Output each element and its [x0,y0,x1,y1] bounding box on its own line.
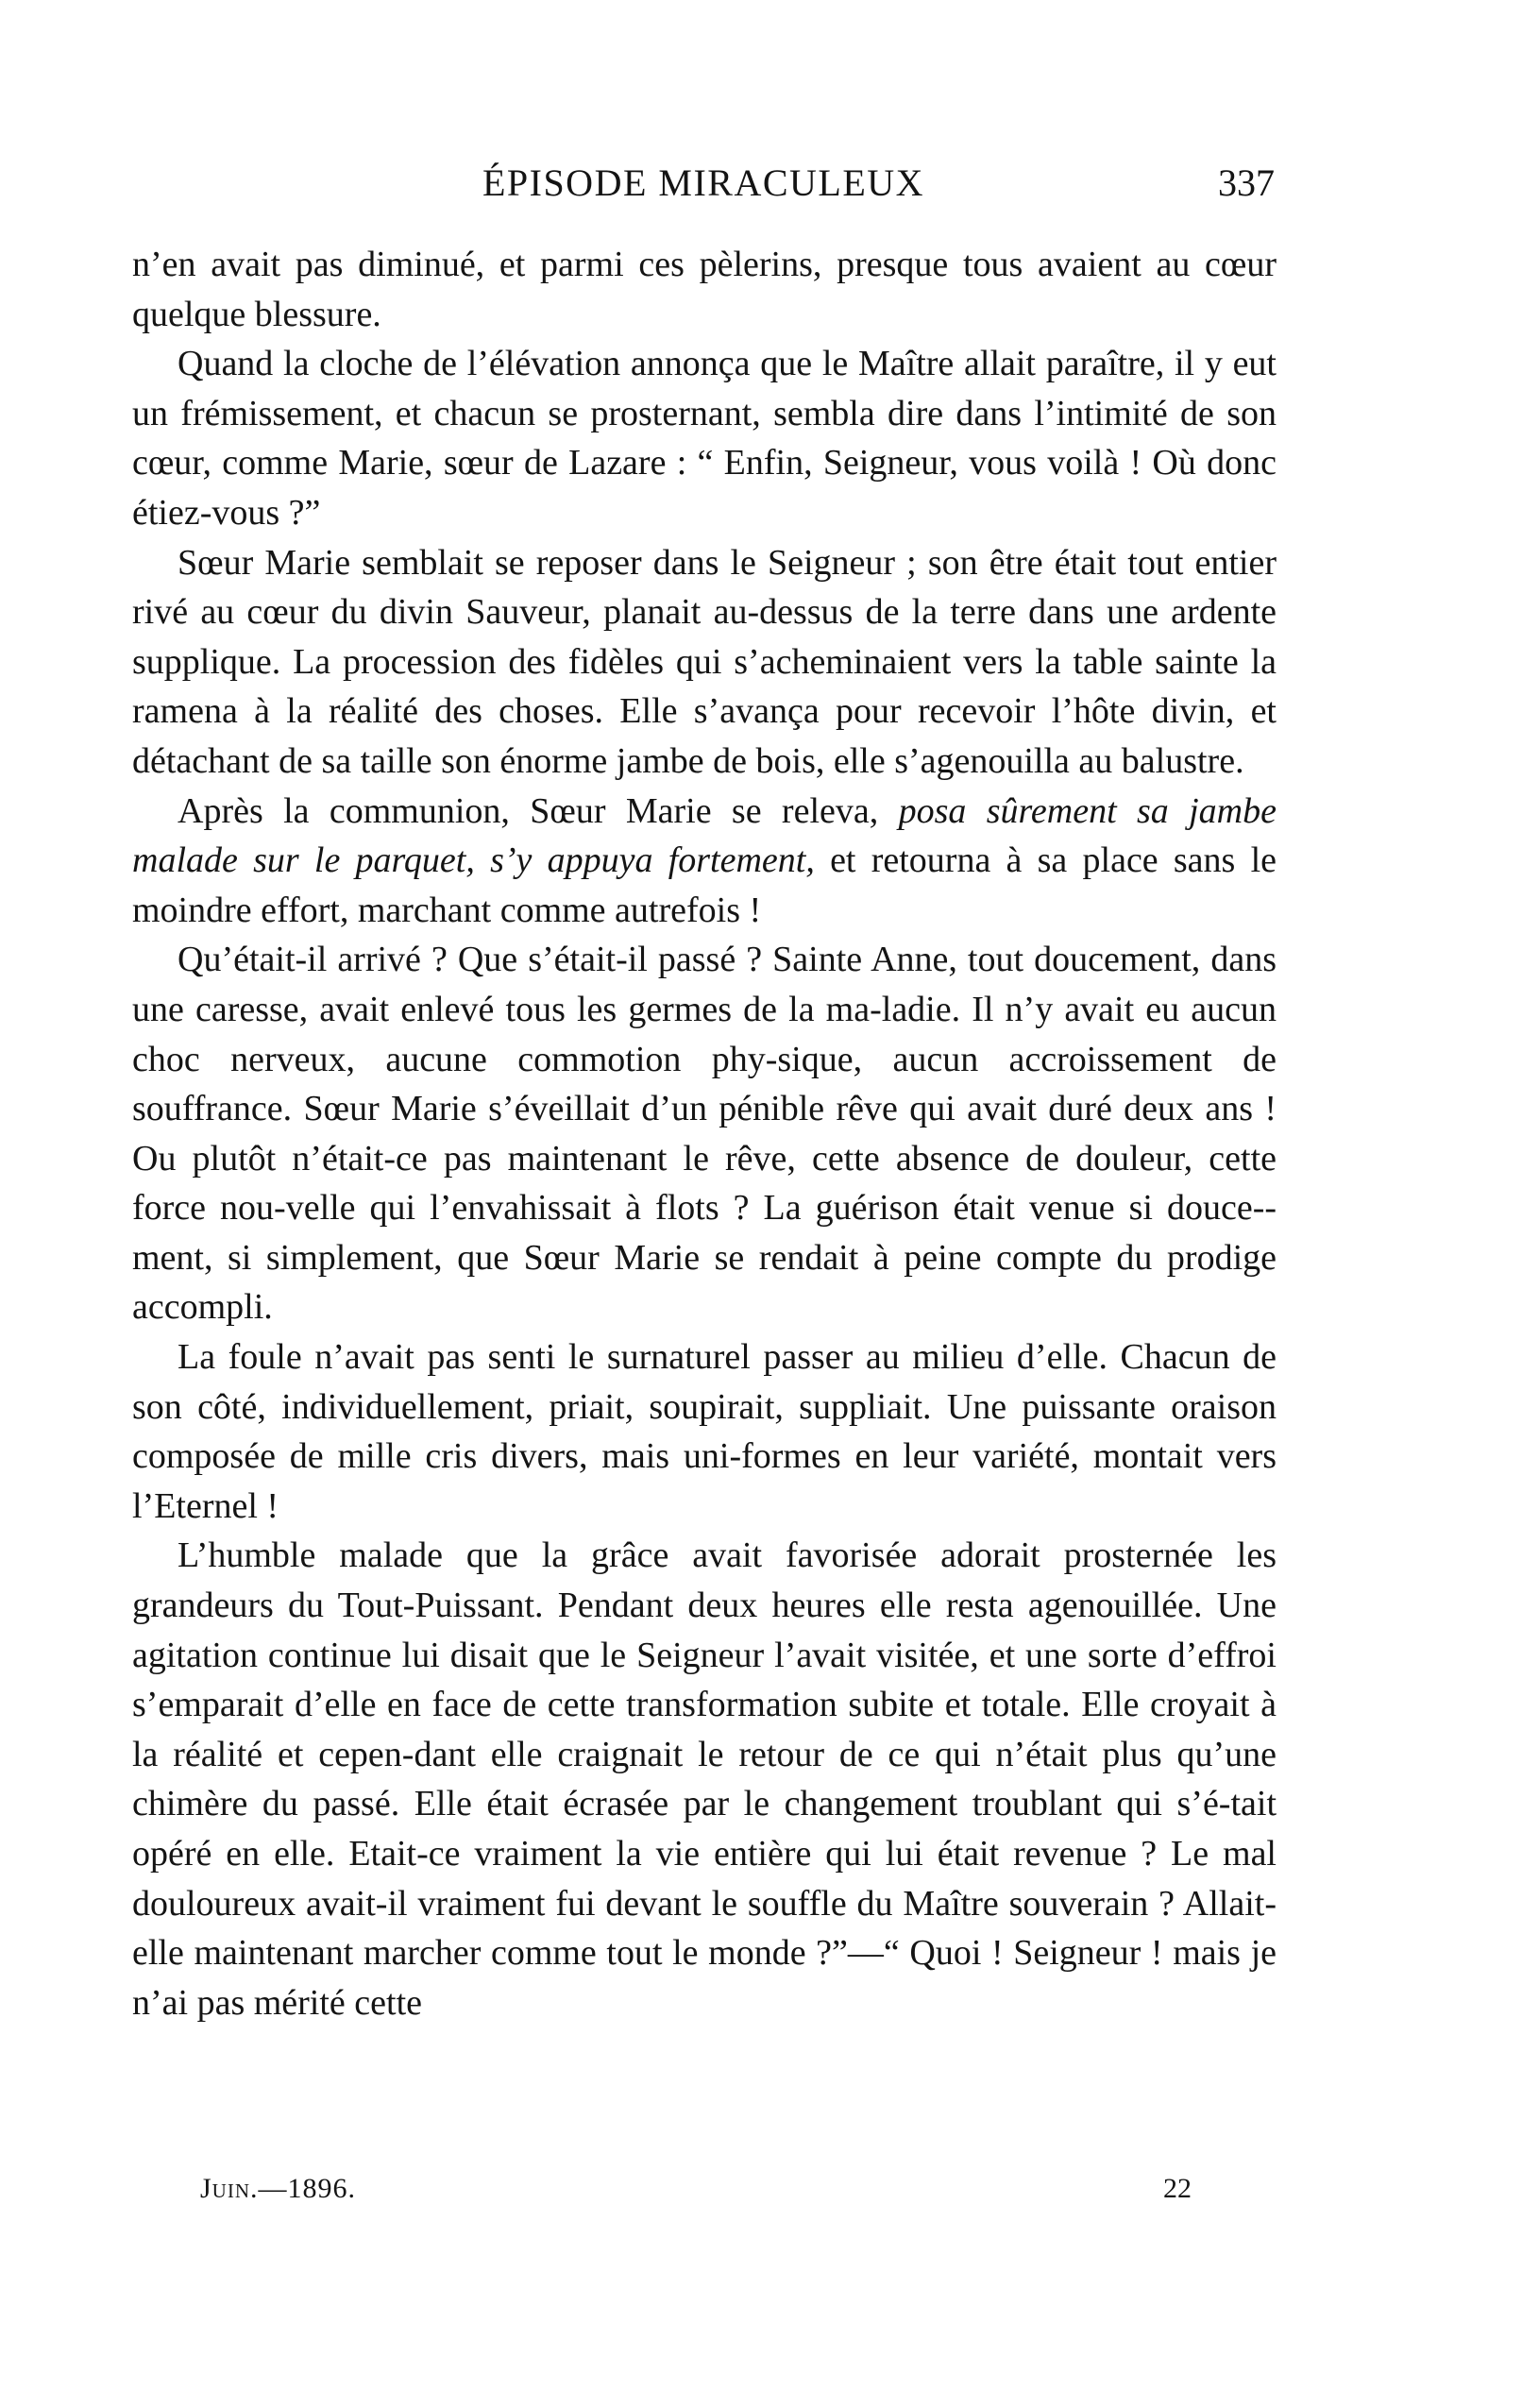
paragraph-elevation: Quand la cloche de l’élévation annonça que le Maître allait paraître, il y eut un frémissement, et chacun se prosternant, sembla dire dans l’intimité de son cœur, comme Marie, sœur de Lazare : “ Enfin, Seigneur, vous voilà ! Où donc étiez-vous ?” [132,344,1277,533]
page-footer [200,2166,1192,2212]
body-text [132,240,1277,2027]
signature-mark: 22 [1163,2173,1192,2204]
running-head [132,157,1275,210]
paragraph-communion [132,787,1277,936]
paragraph-communion-before: Après la communion, Sœur Marie se releva, [178,790,899,831]
page-number: 337 [1218,161,1275,204]
paragraph-question: Qu’était-il arrivé ? Que s’était-il passé ? Sainte Anne, tout doucement, dans une caresse, avait enlevé tous les germes de la ma-ladie. Il n’y avait eu aucun choc nerveux, aucune commotion phy-sique, aucun accroissement de souffrance. Sœur Marie s’éveillait d’un pénible rêve qui avait duré deux ans ! Ou plutôt n’était-ce pas maintenant le rêve, cette absence de douleur, cette force nou-velle qui l’envahissait à flots ? La guérison était venue si douce-ment, si simplement, que Sœur Marie se rendait à peine compte du prodige accompli. [132,940,1277,1328]
paragraph-continuation: n’en avait pas diminué, et parmi ces pèlerins, presque tous avaient au cœur quelque blessure. [132,245,1277,334]
footer-date: Juin.—1896. [200,2173,356,2204]
paragraph-communion-after: et retourna à sa place sans le moindre effort, marchant comme autrefois ! [132,840,1277,930]
chapter-title: ÉPISODE MIRACULEUX [482,161,925,204]
paragraph-soeur-marie: Sœur Marie semblait se reposer dans le Seigneur ; son être était tout entier rivé au cœur du divin Sauveur, planait au-dessus de la terre dans une ardente supplique. La procession des fidèles qui s’acheminaient vers la table sainte la ramena à la réalité des choses. Elle s’avança pour recevoir l’hôte divin, et détachant de sa taille son énorme jambe de bois, elle s’agenouilla au balustre. [132,542,1277,781]
paragraph-communion-italic: posa sûrement sa jambe malade sur le parquet, s’y appuya fortement, [132,790,1277,881]
paragraph-foule: La foule n’avait pas senti le surnaturel passer au milieu d’elle. Chacun de son côté, individuellement, priait, soupirait, suppliait. Une puissante oraison composée de mille cris divers, mais uni-formes en leur variété, montait vers l’Eternel ! [132,1337,1277,1526]
paragraph-humble-malade: L’humble malade que la grâce avait favorisée adorait prosternée les grandeurs du Tout-Puissant. Pendant deux heures elle resta agenouillée. Une agitation continue lui disait que le Seigneur l’avait visitée, et une sorte d’effroi s’emparait d’elle en face de cette transformation subite et totale. Elle croyait à la réalité et cepen-dant elle craignait le retour de ce qui n’était plus qu’une chimère du passé. Elle était écrasée par le changement troublant qui s’é-tait opéré en elle. Etait-ce vraiment la vie entière qui lui était revenue ? Le mal douloureux avait-il vraiment fui devant le souffle du Maître souverain ? Allait-elle maintenant marcher comme tout le monde ?”—“ Quoi ! Seigneur ! mais je n’ai pas mérité cette [132,1535,1277,2023]
